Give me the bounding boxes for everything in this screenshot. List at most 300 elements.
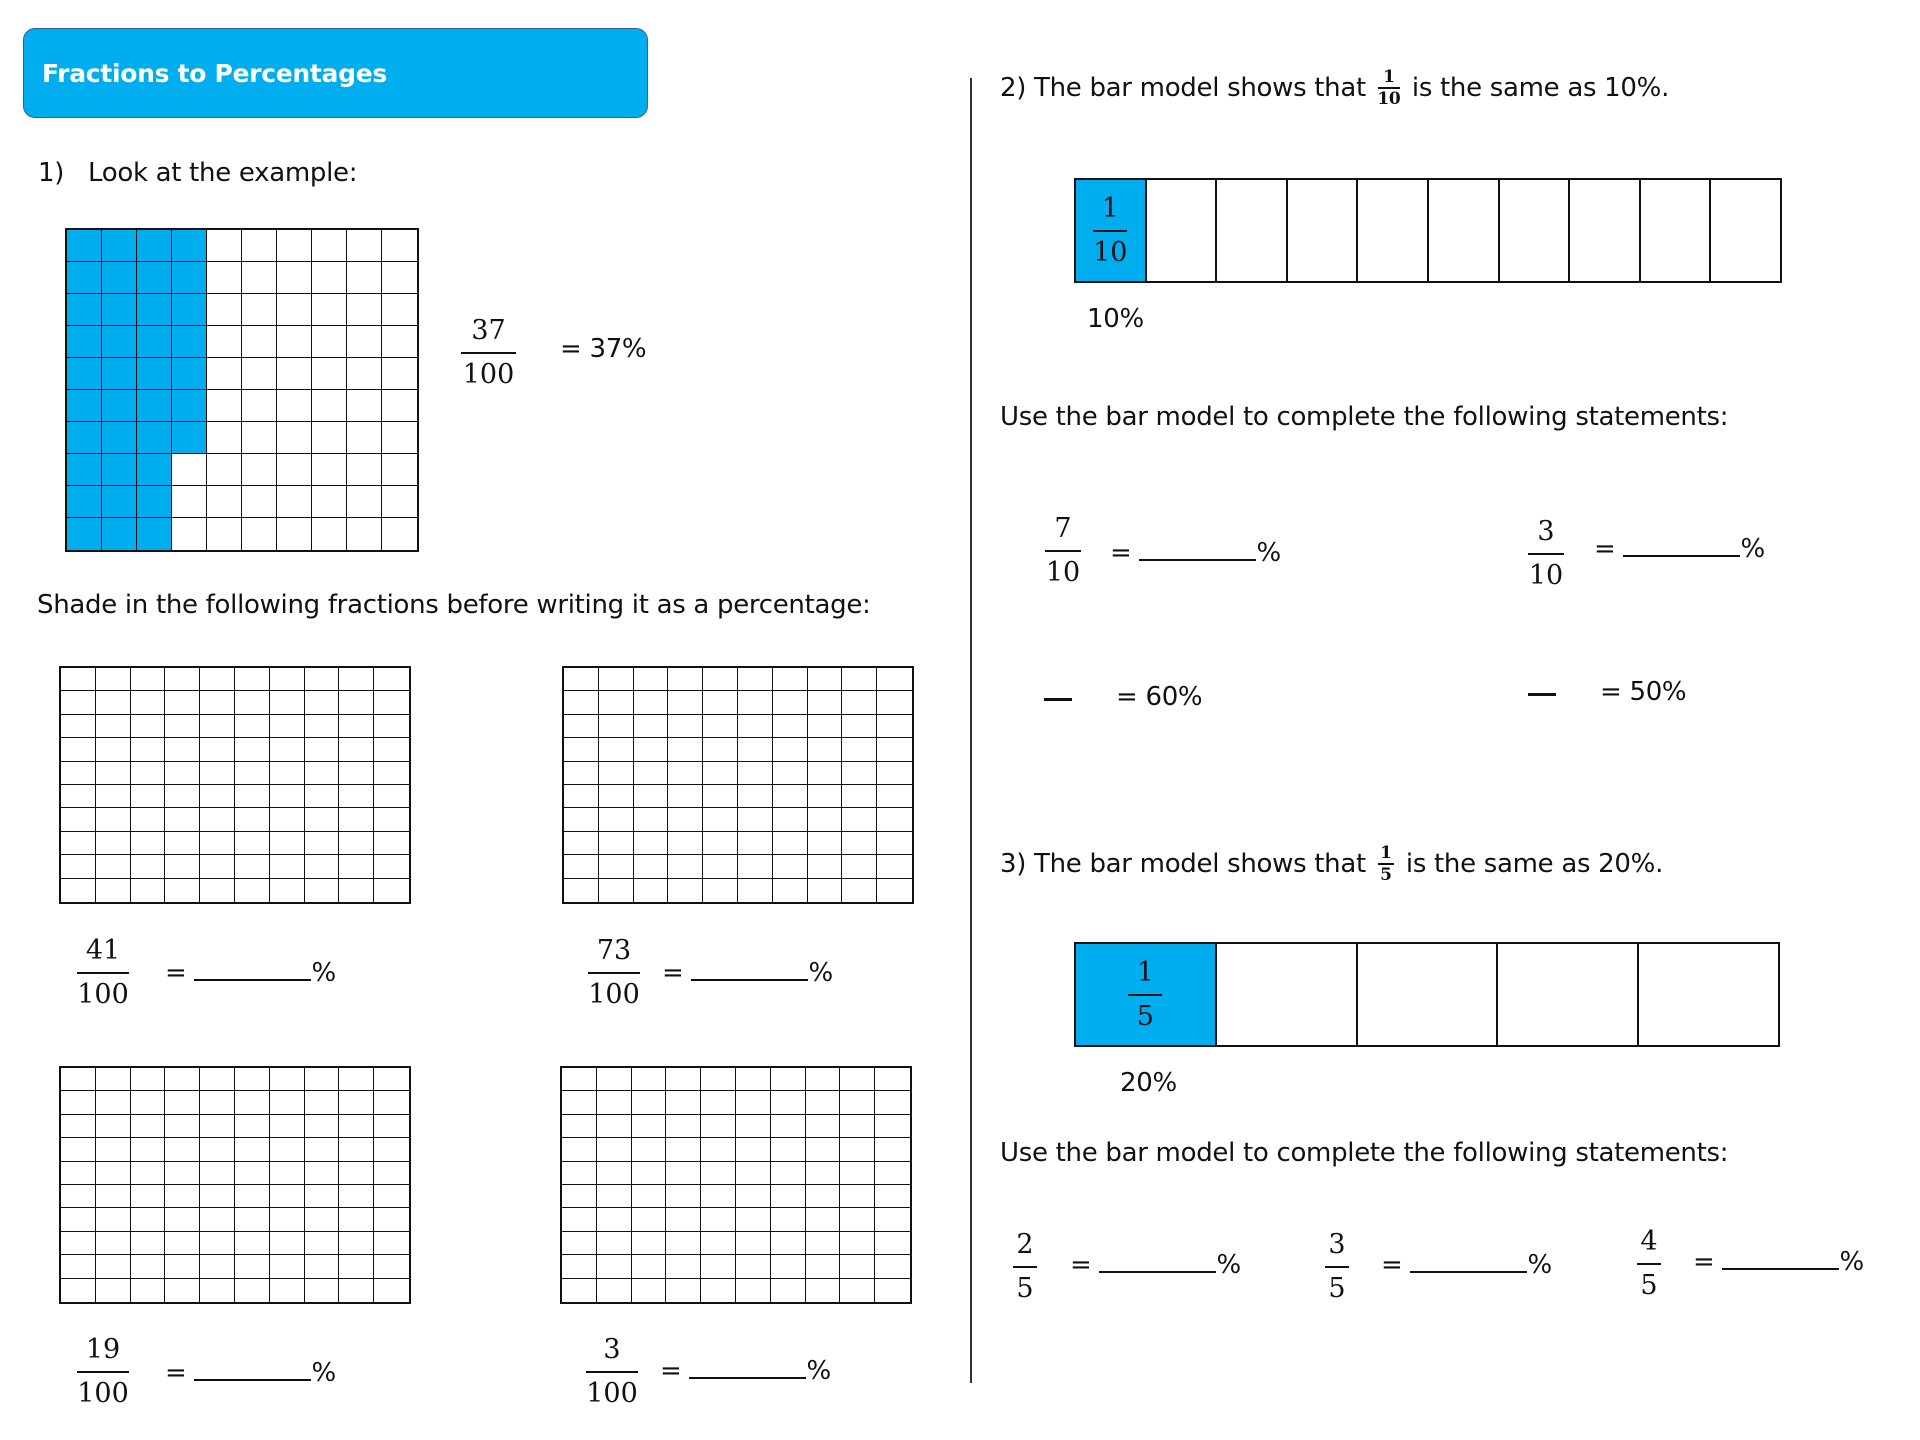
grid-cell[interactable] xyxy=(597,1068,632,1091)
grid-cell[interactable] xyxy=(235,1138,270,1161)
grid-cell[interactable] xyxy=(374,1115,409,1138)
grid-cell[interactable] xyxy=(270,1068,305,1091)
grid-cell[interactable] xyxy=(235,1185,270,1208)
grid-cell[interactable] xyxy=(131,1138,166,1161)
answer-blank[interactable] xyxy=(1099,1271,1216,1273)
grid-cell[interactable] xyxy=(270,1138,305,1161)
grid-cell[interactable] xyxy=(634,668,669,691)
grid-cell[interactable] xyxy=(305,1162,340,1185)
answer-blank[interactable] xyxy=(1722,1268,1839,1270)
grid-cell[interactable] xyxy=(634,785,669,808)
grid-cell[interactable] xyxy=(96,1279,131,1302)
grid-cell[interactable] xyxy=(632,1279,667,1302)
grid-cell[interactable] xyxy=(339,1255,374,1278)
grid-cell[interactable] xyxy=(597,1255,632,1278)
grid-cell[interactable] xyxy=(374,1138,409,1161)
grid-cell[interactable] xyxy=(738,879,773,902)
grid-cell[interactable] xyxy=(61,1208,96,1231)
grid-cell[interactable] xyxy=(773,715,808,738)
grid-cell[interactable] xyxy=(131,1091,166,1114)
grid-cell[interactable] xyxy=(165,1255,200,1278)
answer-blank[interactable] xyxy=(194,1379,311,1381)
grid-cell[interactable] xyxy=(668,668,703,691)
grid-cell[interactable] xyxy=(235,691,270,714)
grid-cell[interactable] xyxy=(96,1208,131,1231)
grid-cell[interactable] xyxy=(634,762,669,785)
grid-cell[interactable] xyxy=(305,1185,340,1208)
grid-cell[interactable] xyxy=(877,668,912,691)
grid-cell[interactable] xyxy=(374,1279,409,1302)
grid-cell[interactable] xyxy=(668,832,703,855)
grid-cell[interactable] xyxy=(666,1162,701,1185)
grid-cell[interactable] xyxy=(703,668,738,691)
grid-cell[interactable] xyxy=(61,1138,96,1161)
grid-cell[interactable] xyxy=(562,1091,597,1114)
grid-cell[interactable] xyxy=(165,762,200,785)
grid-cell[interactable] xyxy=(305,738,340,761)
grid-cell[interactable] xyxy=(840,1255,875,1278)
grid-cell[interactable] xyxy=(597,1162,632,1185)
grid-cell[interactable] xyxy=(165,1091,200,1114)
grid-cell[interactable] xyxy=(165,1208,200,1231)
grid-cell[interactable] xyxy=(374,785,409,808)
grid-cell[interactable] xyxy=(131,1232,166,1255)
grid-cell[interactable] xyxy=(562,1185,597,1208)
grid-cell[interactable] xyxy=(270,668,305,691)
grid-cell[interactable] xyxy=(131,1279,166,1302)
grid-cell[interactable] xyxy=(877,762,912,785)
grid-cell[interactable] xyxy=(270,1115,305,1138)
grid-cell[interactable] xyxy=(738,691,773,714)
grid-cell[interactable] xyxy=(668,715,703,738)
grid-cell[interactable] xyxy=(875,1115,910,1138)
grid-cell[interactable] xyxy=(875,1255,910,1278)
grid-cell[interactable] xyxy=(668,738,703,761)
grid-cell[interactable] xyxy=(634,855,669,878)
grid-cell[interactable] xyxy=(96,879,131,902)
grid-cell[interactable] xyxy=(270,1185,305,1208)
grid-cell[interactable] xyxy=(808,715,843,738)
answer-blank[interactable] xyxy=(1623,555,1740,557)
grid-cell[interactable] xyxy=(165,715,200,738)
grid-cell[interactable] xyxy=(564,855,599,878)
grid-cell[interactable] xyxy=(235,1162,270,1185)
grid-cell[interactable] xyxy=(773,808,808,831)
grid-cell[interactable] xyxy=(736,1185,771,1208)
grid-cell[interactable] xyxy=(564,808,599,831)
grid-cell[interactable] xyxy=(773,738,808,761)
grid-cell[interactable] xyxy=(840,1115,875,1138)
grid-cell[interactable] xyxy=(668,879,703,902)
grid-cell[interactable] xyxy=(339,715,374,738)
grid-cell[interactable] xyxy=(701,1208,736,1231)
grid-cell[interactable] xyxy=(61,785,96,808)
grid-cell[interactable] xyxy=(374,879,409,902)
grid-cell[interactable] xyxy=(235,832,270,855)
grid-cell[interactable] xyxy=(771,1208,806,1231)
grid-cell[interactable] xyxy=(808,785,843,808)
grid-cell[interactable] xyxy=(96,738,131,761)
grid-cell[interactable] xyxy=(339,1279,374,1302)
grid-cell[interactable] xyxy=(339,691,374,714)
grid-cell[interactable] xyxy=(806,1232,841,1255)
grid-cell[interactable] xyxy=(374,715,409,738)
grid-cell[interactable] xyxy=(96,1162,131,1185)
grid-cell[interactable] xyxy=(564,832,599,855)
grid-cell[interactable] xyxy=(599,785,634,808)
grid-cell[interactable] xyxy=(736,1255,771,1278)
grid-cell[interactable] xyxy=(339,738,374,761)
grid-cell[interactable] xyxy=(270,1279,305,1302)
grid-cell[interactable] xyxy=(632,1068,667,1091)
grid-cell[interactable] xyxy=(131,879,166,902)
grid-cell[interactable] xyxy=(96,1255,131,1278)
grid-cell[interactable] xyxy=(339,668,374,691)
grid-cell[interactable] xyxy=(771,1279,806,1302)
grid-cell[interactable] xyxy=(235,855,270,878)
grid-cell[interactable] xyxy=(165,1115,200,1138)
grid-cell[interactable] xyxy=(703,855,738,878)
grid-cell[interactable] xyxy=(131,855,166,878)
grid-cell[interactable] xyxy=(632,1091,667,1114)
grid-cell[interactable] xyxy=(597,1232,632,1255)
grid-cell[interactable] xyxy=(806,1068,841,1091)
grid-cell[interactable] xyxy=(374,1068,409,1091)
grid-cell[interactable] xyxy=(200,1255,235,1278)
grid-cell[interactable] xyxy=(270,879,305,902)
grid-cell[interactable] xyxy=(564,738,599,761)
grid-cell[interactable] xyxy=(131,832,166,855)
grid-cell[interactable] xyxy=(842,738,877,761)
grid-cell[interactable] xyxy=(771,1138,806,1161)
grid-cell[interactable] xyxy=(703,762,738,785)
grid-cell[interactable] xyxy=(200,1208,235,1231)
grid-cell[interactable] xyxy=(96,1232,131,1255)
grid-cell[interactable] xyxy=(666,1138,701,1161)
grid-cell[interactable] xyxy=(235,762,270,785)
grid-cell[interactable] xyxy=(599,879,634,902)
grid-cell[interactable] xyxy=(597,1138,632,1161)
grid-cell[interactable] xyxy=(666,1232,701,1255)
grid-cell[interactable] xyxy=(773,832,808,855)
grid-cell[interactable] xyxy=(738,762,773,785)
grid-cell[interactable] xyxy=(564,691,599,714)
grid-cell[interactable] xyxy=(701,1138,736,1161)
grid-cell[interactable] xyxy=(61,832,96,855)
grid-cell[interactable] xyxy=(235,1091,270,1114)
grid-cell[interactable] xyxy=(305,785,340,808)
grid-cell[interactable] xyxy=(632,1255,667,1278)
grid-cell[interactable] xyxy=(875,1279,910,1302)
grid-cell[interactable] xyxy=(339,1232,374,1255)
grid-cell[interactable] xyxy=(235,1232,270,1255)
grid-cell[interactable] xyxy=(305,762,340,785)
grid-cell[interactable] xyxy=(339,1138,374,1161)
grid-cell[interactable] xyxy=(270,1232,305,1255)
grid-cell[interactable] xyxy=(597,1279,632,1302)
grid-cell[interactable] xyxy=(200,1068,235,1091)
grid-cell[interactable] xyxy=(270,738,305,761)
grid-cell[interactable] xyxy=(339,1068,374,1091)
reverse-1-blank-fraction[interactable] xyxy=(1044,698,1072,701)
grid-cell[interactable] xyxy=(131,715,166,738)
grid-cell[interactable] xyxy=(374,1162,409,1185)
grid-cell[interactable] xyxy=(562,1232,597,1255)
grid-cell[interactable] xyxy=(564,715,599,738)
grid-cell[interactable] xyxy=(165,668,200,691)
grid-cell[interactable] xyxy=(738,808,773,831)
grid-cell[interactable] xyxy=(736,1091,771,1114)
grid-cell[interactable] xyxy=(200,668,235,691)
grid-cell[interactable] xyxy=(840,1279,875,1302)
grid-cell[interactable] xyxy=(634,879,669,902)
grid-cell[interactable] xyxy=(666,1068,701,1091)
grid-cell[interactable] xyxy=(806,1279,841,1302)
grid-cell[interactable] xyxy=(703,832,738,855)
answer-blank[interactable] xyxy=(1139,559,1256,561)
grid-cell[interactable] xyxy=(165,1232,200,1255)
grid-cell[interactable] xyxy=(564,762,599,785)
grid-cell[interactable] xyxy=(634,832,669,855)
grid-cell[interactable] xyxy=(806,1208,841,1231)
grid-cell[interactable] xyxy=(666,1115,701,1138)
grid-cell[interactable] xyxy=(235,1279,270,1302)
practice-grid-1[interactable] xyxy=(59,666,411,904)
grid-cell[interactable] xyxy=(339,1091,374,1114)
grid-cell[interactable] xyxy=(131,1162,166,1185)
grid-cell[interactable] xyxy=(736,1068,771,1091)
grid-cell[interactable] xyxy=(374,691,409,714)
practice-grid-3[interactable] xyxy=(59,1066,411,1304)
grid-cell[interactable] xyxy=(562,1255,597,1278)
grid-cell[interactable] xyxy=(562,1162,597,1185)
grid-cell[interactable] xyxy=(736,1232,771,1255)
grid-cell[interactable] xyxy=(374,1255,409,1278)
grid-cell[interactable] xyxy=(875,1185,910,1208)
grid-cell[interactable] xyxy=(736,1162,771,1185)
grid-cell[interactable] xyxy=(61,1162,96,1185)
grid-cell[interactable] xyxy=(61,715,96,738)
grid-cell[interactable] xyxy=(773,668,808,691)
grid-cell[interactable] xyxy=(96,855,131,878)
grid-cell[interactable] xyxy=(270,762,305,785)
grid-cell[interactable] xyxy=(599,715,634,738)
grid-cell[interactable] xyxy=(305,1279,340,1302)
practice-grid-4[interactable] xyxy=(560,1066,912,1304)
grid-cell[interactable] xyxy=(305,668,340,691)
grid-cell[interactable] xyxy=(270,715,305,738)
grid-cell[interactable] xyxy=(270,691,305,714)
grid-cell[interactable] xyxy=(339,785,374,808)
grid-cell[interactable] xyxy=(877,855,912,878)
grid-cell[interactable] xyxy=(632,1115,667,1138)
grid-cell[interactable] xyxy=(562,1068,597,1091)
grid-cell[interactable] xyxy=(564,879,599,902)
grid-cell[interactable] xyxy=(235,1208,270,1231)
grid-cell[interactable] xyxy=(200,1279,235,1302)
grid-cell[interactable] xyxy=(374,738,409,761)
grid-cell[interactable] xyxy=(808,879,843,902)
grid-cell[interactable] xyxy=(806,1091,841,1114)
grid-cell[interactable] xyxy=(305,1255,340,1278)
grid-cell[interactable] xyxy=(96,691,131,714)
grid-cell[interactable] xyxy=(131,738,166,761)
grid-cell[interactable] xyxy=(666,1208,701,1231)
grid-cell[interactable] xyxy=(773,785,808,808)
grid-cell[interactable] xyxy=(771,1115,806,1138)
grid-cell[interactable] xyxy=(806,1185,841,1208)
grid-cell[interactable] xyxy=(61,691,96,714)
grid-cell[interactable] xyxy=(738,785,773,808)
grid-cell[interactable] xyxy=(374,808,409,831)
grid-cell[interactable] xyxy=(61,808,96,831)
grid-cell[interactable] xyxy=(875,1208,910,1231)
grid-cell[interactable] xyxy=(666,1255,701,1278)
grid-cell[interactable] xyxy=(305,879,340,902)
grid-cell[interactable] xyxy=(703,738,738,761)
grid-cell[interactable] xyxy=(61,1091,96,1114)
grid-cell[interactable] xyxy=(840,1232,875,1255)
grid-cell[interactable] xyxy=(632,1185,667,1208)
grid-cell[interactable] xyxy=(806,1115,841,1138)
grid-cell[interactable] xyxy=(634,738,669,761)
grid-cell[interactable] xyxy=(339,832,374,855)
grid-cell[interactable] xyxy=(842,879,877,902)
grid-cell[interactable] xyxy=(131,1185,166,1208)
grid-cell[interactable] xyxy=(773,879,808,902)
grid-cell[interactable] xyxy=(339,762,374,785)
grid-cell[interactable] xyxy=(771,1255,806,1278)
grid-cell[interactable] xyxy=(666,1091,701,1114)
grid-cell[interactable] xyxy=(96,668,131,691)
grid-cell[interactable] xyxy=(270,808,305,831)
grid-cell[interactable] xyxy=(165,1185,200,1208)
grid-cell[interactable] xyxy=(61,1232,96,1255)
grid-cell[interactable] xyxy=(773,855,808,878)
grid-cell[interactable] xyxy=(668,691,703,714)
grid-cell[interactable] xyxy=(666,1279,701,1302)
grid-cell[interactable] xyxy=(808,832,843,855)
grid-cell[interactable] xyxy=(771,1232,806,1255)
grid-cell[interactable] xyxy=(235,1115,270,1138)
grid-cell[interactable] xyxy=(305,691,340,714)
grid-cell[interactable] xyxy=(703,879,738,902)
grid-cell[interactable] xyxy=(96,715,131,738)
grid-cell[interactable] xyxy=(200,738,235,761)
grid-cell[interactable] xyxy=(842,715,877,738)
grid-cell[interactable] xyxy=(270,855,305,878)
answer-blank[interactable] xyxy=(689,1377,806,1379)
grid-cell[interactable] xyxy=(738,715,773,738)
grid-cell[interactable] xyxy=(808,691,843,714)
grid-cell[interactable] xyxy=(165,1162,200,1185)
grid-cell[interactable] xyxy=(61,1279,96,1302)
grid-cell[interactable] xyxy=(61,1185,96,1208)
grid-cell[interactable] xyxy=(701,1091,736,1114)
grid-cell[interactable] xyxy=(339,879,374,902)
grid-cell[interactable] xyxy=(270,1091,305,1114)
grid-cell[interactable] xyxy=(131,1068,166,1091)
grid-cell[interactable] xyxy=(875,1091,910,1114)
grid-cell[interactable] xyxy=(374,1208,409,1231)
grid-cell[interactable] xyxy=(61,1115,96,1138)
grid-cell[interactable] xyxy=(235,715,270,738)
grid-cell[interactable] xyxy=(131,808,166,831)
grid-cell[interactable] xyxy=(701,1232,736,1255)
grid-cell[interactable] xyxy=(564,668,599,691)
reverse-2-blank-fraction[interactable] xyxy=(1528,693,1556,696)
grid-cell[interactable] xyxy=(270,1255,305,1278)
grid-cell[interactable] xyxy=(701,1279,736,1302)
grid-cell[interactable] xyxy=(305,1115,340,1138)
grid-cell[interactable] xyxy=(599,762,634,785)
grid-cell[interactable] xyxy=(61,738,96,761)
answer-blank[interactable] xyxy=(691,979,808,981)
grid-cell[interactable] xyxy=(842,785,877,808)
grid-cell[interactable] xyxy=(374,1185,409,1208)
grid-cell[interactable] xyxy=(339,1162,374,1185)
grid-cell[interactable] xyxy=(562,1138,597,1161)
grid-cell[interactable] xyxy=(61,668,96,691)
grid-cell[interactable] xyxy=(599,832,634,855)
grid-cell[interactable] xyxy=(668,855,703,878)
grid-cell[interactable] xyxy=(597,1091,632,1114)
grid-cell[interactable] xyxy=(305,1138,340,1161)
grid-cell[interactable] xyxy=(842,691,877,714)
grid-cell[interactable] xyxy=(877,785,912,808)
grid-cell[interactable] xyxy=(374,762,409,785)
grid-cell[interactable] xyxy=(131,1208,166,1231)
grid-cell[interactable] xyxy=(96,1138,131,1161)
grid-cell[interactable] xyxy=(840,1185,875,1208)
grid-cell[interactable] xyxy=(200,832,235,855)
grid-cell[interactable] xyxy=(668,762,703,785)
grid-cell[interactable] xyxy=(738,668,773,691)
answer-blank[interactable] xyxy=(1410,1271,1527,1273)
grid-cell[interactable] xyxy=(339,1185,374,1208)
grid-cell[interactable] xyxy=(235,738,270,761)
grid-cell[interactable] xyxy=(632,1208,667,1231)
grid-cell[interactable] xyxy=(61,762,96,785)
grid-cell[interactable] xyxy=(703,808,738,831)
grid-cell[interactable] xyxy=(339,855,374,878)
grid-cell[interactable] xyxy=(806,1138,841,1161)
grid-cell[interactable] xyxy=(738,832,773,855)
grid-cell[interactable] xyxy=(597,1208,632,1231)
grid-cell[interactable] xyxy=(840,1208,875,1231)
grid-cell[interactable] xyxy=(877,738,912,761)
grid-cell[interactable] xyxy=(200,1232,235,1255)
grid-cell[interactable] xyxy=(840,1068,875,1091)
grid-cell[interactable] xyxy=(842,668,877,691)
grid-cell[interactable] xyxy=(374,855,409,878)
grid-cell[interactable] xyxy=(131,691,166,714)
grid-cell[interactable] xyxy=(703,691,738,714)
grid-cell[interactable] xyxy=(165,785,200,808)
grid-cell[interactable] xyxy=(875,1068,910,1091)
grid-cell[interactable] xyxy=(270,1162,305,1185)
grid-cell[interactable] xyxy=(96,785,131,808)
grid-cell[interactable] xyxy=(562,1208,597,1231)
grid-cell[interactable] xyxy=(165,1068,200,1091)
grid-cell[interactable] xyxy=(632,1162,667,1185)
grid-cell[interactable] xyxy=(165,855,200,878)
grid-cell[interactable] xyxy=(736,1208,771,1231)
grid-cell[interactable] xyxy=(96,1068,131,1091)
grid-cell[interactable] xyxy=(165,1138,200,1161)
grid-cell[interactable] xyxy=(270,785,305,808)
grid-cell[interactable] xyxy=(736,1115,771,1138)
